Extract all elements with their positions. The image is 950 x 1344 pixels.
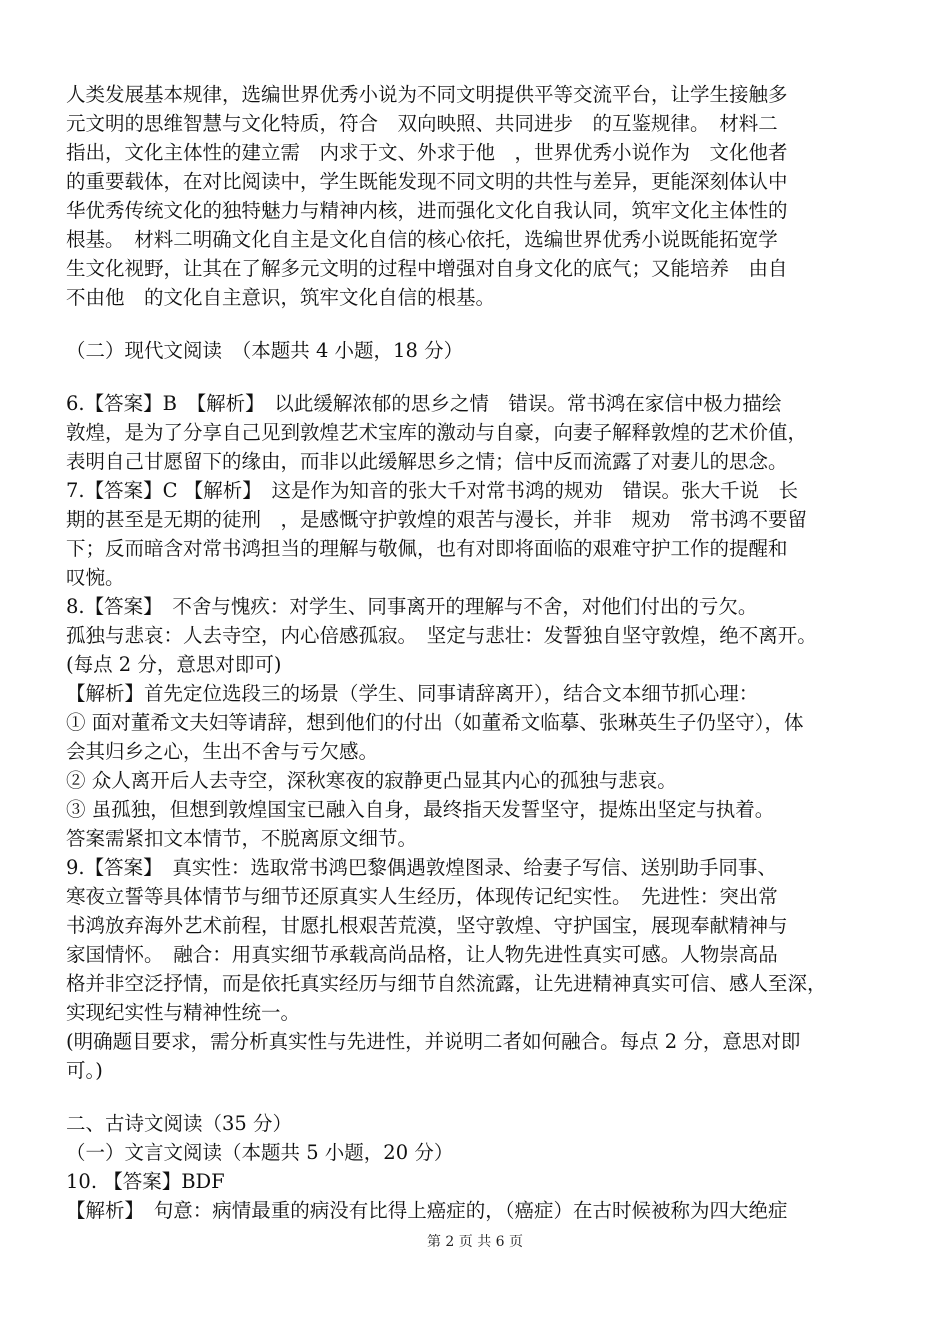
text-line: 元文明的思维智慧与文化特质，符合 双向映照、共同进步 的互鉴规律。 材料二 xyxy=(66,112,778,135)
subsection-heading: （一）文言文阅读（本题共 5 小题，20 分） xyxy=(66,1141,454,1164)
text-line: 的重要载体，在对比阅读中，学生既能发现不同文明的共性与差异，更能深刻体认中 xyxy=(66,170,788,193)
answer-line: 实现纪实性与精神性统一。 xyxy=(66,1001,301,1024)
answer-line: 6.【答案】B 【解析】 以此缓解浓郁的思乡之情 错误。常书鸿在家信中极力描绘 xyxy=(66,392,782,415)
analysis-line: ③ 虽孤独，但想到敦煌国宝已融入自身，最终指天发誓坚守，提炼出坚定与执着。 xyxy=(66,798,775,821)
analysis-line: 【解析】 句意：病情最重的病没有比得上癌症的，（癌症）在古时候被称为四大绝症 xyxy=(66,1199,788,1222)
answer-line: 书鸿放弃海外艺术前程，甘愿扎根艰苦荒漠，坚守敦煌、守护国宝，展现奉献精神与 xyxy=(66,914,788,937)
blank-line xyxy=(66,312,896,336)
answer-line: 格并非空泛抒情，而是依托真实经历与细节自然流露，让先进精神真实可信、感人至深， xyxy=(66,972,827,995)
text-line: 生文化视野，让其在了解多元文明的过程中增强对自身文化的底气；又能培养 由自 xyxy=(66,257,788,280)
answer-line: 可。) xyxy=(66,1059,103,1082)
analysis-line: 【解析】首先定位选段三的场景（学生、同事请辞离开），结合文本细节抓心理： xyxy=(66,682,759,705)
section-heading: （二）现代文阅读 （本题共 4 小题，18 分） xyxy=(66,339,464,362)
section-heading: 二、古诗文阅读（35 分） xyxy=(66,1112,293,1135)
answer-key-body xyxy=(66,80,896,1225)
answer-line: 敦煌，是为了分享自己见到敦煌艺术宝库的激动与自豪，向妻子解释敦煌的艺术价值， xyxy=(66,421,808,444)
text-line: 华优秀传统文化的独特魅力与精神内核，进而强化文化自我认同，筑牢文化主体性的 xyxy=(66,199,788,222)
answer-line: 期的甚至是无期的徒刑 ，是感慨守护敦煌的艰苦与漫长，并非 规劝 常书鸿不要留 xyxy=(66,508,808,531)
text-line: 人类发展基本规律，选编世界优秀小说为不同文明提供平等交流平台，让学生接触多 xyxy=(66,83,788,106)
answer-line: 8.【答案】 不舍与愧疚：对学生、同事离开的理解与不舍，对他们付出的亏欠。 xyxy=(66,595,758,618)
answer-line: 家国情怀。 融合：用真实细节承载高尚品格，让人物先进性真实可感。人物崇高品 xyxy=(66,943,778,966)
answer-line: (每点 2 分，意思对即可) xyxy=(66,653,282,676)
text-line: 指出，文化主体性的建立需 内求于文、外求于他 ，世界优秀小说作为 文化他者 xyxy=(66,141,788,164)
analysis-line: ② 众人离开后人去寺空，深秋寒夜的寂静更凸显其内心的孤独与悲哀。 xyxy=(66,769,677,792)
answer-line: 7.【答案】C 【解析】 这是作为知音的张大千对常书鸿的规劝 错误。张大千说 长 xyxy=(66,479,798,502)
answer-line: 下；反而暗含对常书鸿担当的理解与敬佩，也有对即将面临的艰难守护工作的提醒和 xyxy=(66,537,788,560)
answer-line: 孤独与悲哀：人去寺空，内心倍感孤寂。 坚定与悲壮：发誓独自坚守敦煌，绝不离开。 xyxy=(66,624,817,647)
page-number-footer: 第 2 页 共 6 页 xyxy=(426,1234,524,1250)
answer-line: 10. 【答案】BDF xyxy=(66,1170,225,1193)
answer-line: 表明自己甘愿留下的缘由，而非以此缓解思乡之情；信中反而流露了对妻儿的思念。 xyxy=(66,450,788,473)
analysis-line: 答案需紧扣文本情节，不脱离原文细节。 xyxy=(66,827,418,850)
analysis-line: 会其归乡之心，生出不舍与亏欠感。 xyxy=(66,740,379,763)
answer-line: 寒夜立誓等具体情节与细节还原真实人生经历，体现传记纪实性。 先进性：突出常 xyxy=(66,885,778,908)
analysis-line: ① 面对董希文夫妇等请辞，想到他们的付出（如董希文临摹、张琳英生子仍坚守），体 xyxy=(66,711,804,734)
blank-line xyxy=(66,1085,896,1109)
answer-line: 9.【答案】 真实性：选取常书鸿巴黎偶遇敦煌图录、给妻子写信、送别助手同事、 xyxy=(66,856,777,879)
text-line: 根基。 材料二明确文化自主是文化自信的核心依托，选编世界优秀小说既能拓宽学 xyxy=(66,228,778,251)
answer-line: (明确题目要求，需分析真实性与先进性，并说明二者如何融合。每点 2 分，意思对即 xyxy=(66,1030,801,1053)
blank-line xyxy=(66,365,896,389)
answer-line: 叹惋。 xyxy=(66,566,125,589)
text-line: 不由他 的文化自主意识，筑牢文化自信的根基。 xyxy=(66,286,496,309)
